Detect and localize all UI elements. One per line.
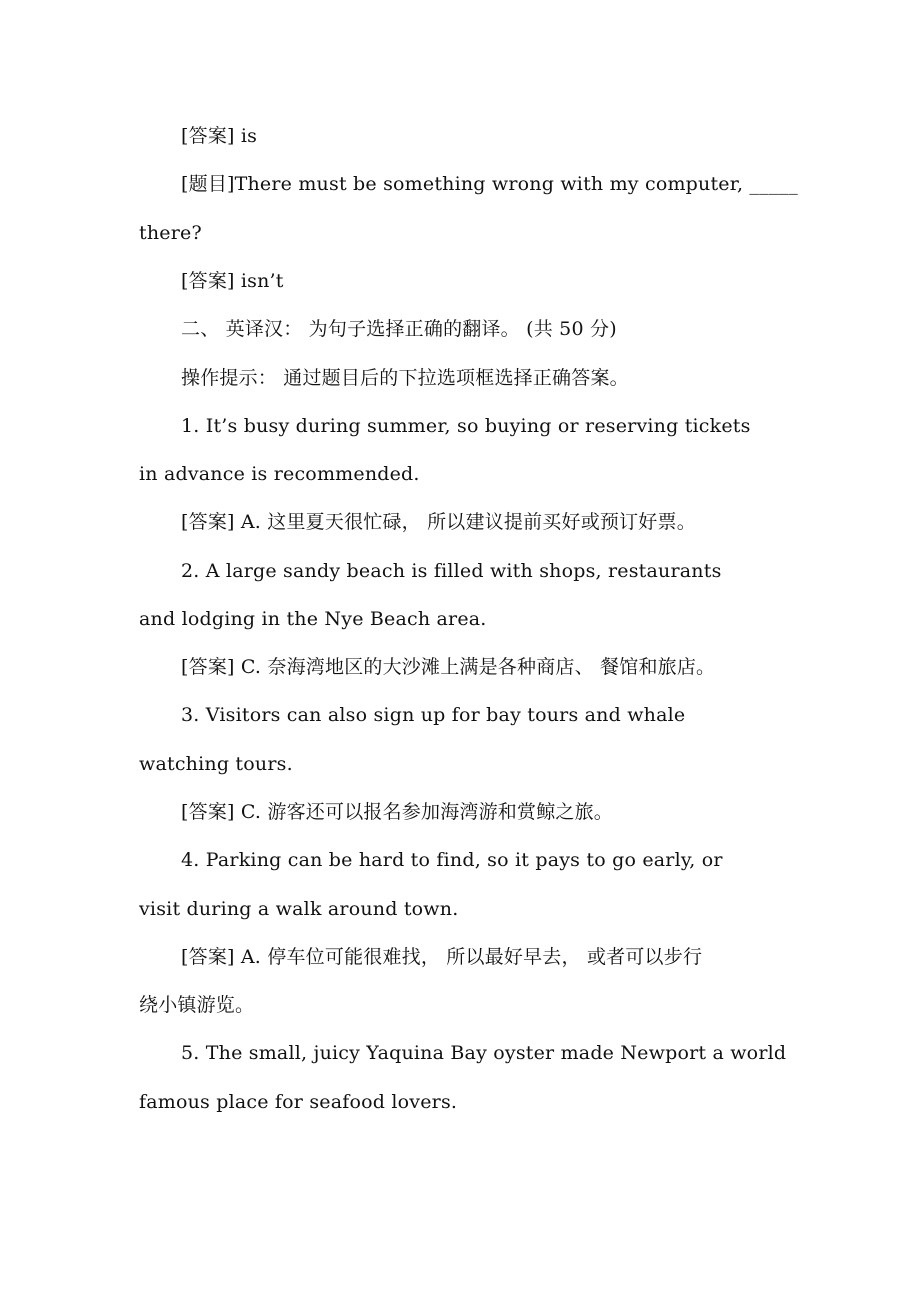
item-4-answer-continued: 绕小镇游览。 [139, 994, 255, 1016]
item-2-sentence: 2. A large sandy beach is filled with shops, restaurants [181, 560, 722, 582]
answer-line: [答案] is [181, 125, 258, 147]
answer-line: [答案] isn’t [181, 270, 284, 292]
operation-hint: 操作提示： 通过题目后的下拉选项框选择正确答案。 [181, 367, 629, 389]
item-1-sentence: 1. It’s busy during summer, so buying or reserving tickets [181, 415, 751, 437]
question-line: [题目]There must be something wrong with my computer, _____ [181, 173, 798, 195]
item-5-sentence: 5. The small, juicy Yaquina Bay oyster made Newport a world [181, 1042, 787, 1064]
section-heading: 二、 英译汉： 为句子选择正确的翻译。 (共 50 分) [181, 318, 617, 340]
item-3-answer: [答案] C. 游客还可以报名参加海湾游和赏鲸之旅。 [181, 801, 614, 823]
item-2-answer: [答案] C. 奈海湾地区的大沙滩上满是各种商店、 餐馆和旅店。 [181, 656, 716, 678]
item-5-sentence-continued: famous place for seafood lovers. [139, 1091, 458, 1113]
item-3-sentence-continued: watching tours. [139, 753, 293, 775]
item-3-sentence: 3. Visitors can also sign up for bay tours and whale [181, 704, 686, 726]
question-line-continued: there? [139, 222, 202, 244]
item-1-answer: [答案] A. 这里夏天很忙碌， 所以建议提前买好或预订好票。 [181, 511, 696, 533]
item-4-sentence-continued: visit during a walk around town. [139, 898, 459, 920]
item-1-sentence-continued: in advance is recommended. [139, 463, 420, 485]
item-4-sentence: 4. Parking can be hard to find, so it pays to go early, or [181, 849, 723, 871]
item-4-answer: [答案] A. 停车位可能很难找， 所以最好早去， 或者可以步行 [181, 946, 703, 968]
item-2-sentence-continued: and lodging in the Nye Beach area. [139, 608, 487, 630]
